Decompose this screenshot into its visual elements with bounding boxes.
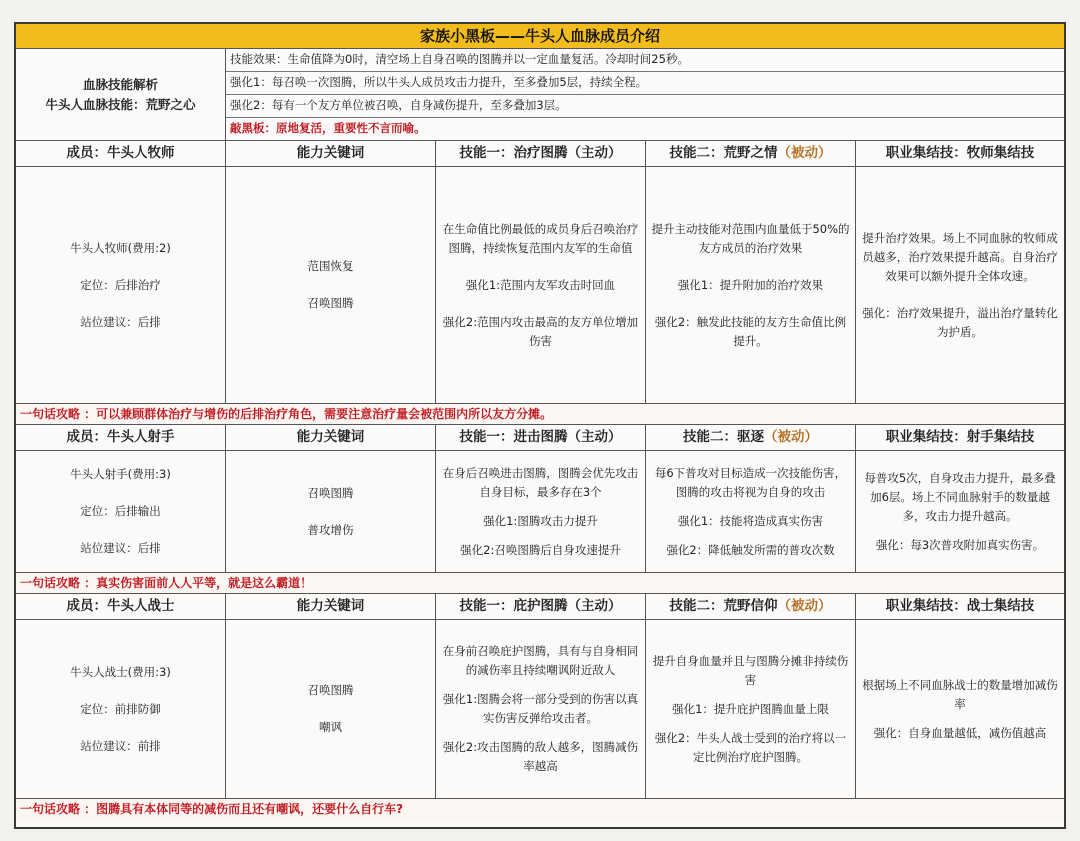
skill2-cell (646, 620, 856, 798)
member-header: 成员：牛头人牧师 (16, 141, 226, 166)
combo-enhance: 强化：自身血量越低，减伤值越高 (873, 725, 1047, 740)
keywords-header: 能力关键词 (226, 594, 436, 619)
member-name: 牛头人射手(费用:3) (70, 467, 171, 481)
member-name: 牛头人牧师(费用:2) (70, 240, 171, 255)
keyword: 范围恢复 (307, 259, 354, 273)
archer-tip: 一句话攻略 ：真实伤害面前人人平等，就是这么霸道！ (16, 573, 1064, 594)
skill2-enhance1: 强化1：提升庇护图腾血量上限 (672, 701, 829, 716)
skill2-header-name: 技能二：荒野之情 (669, 145, 778, 161)
keyword: 召唤图腾 (307, 683, 354, 697)
skill1-desc: 在生命值比例最低的成员身后召唤治疗图腾，持续恢复范围内友军的生命值 (442, 221, 639, 255)
skill2-header-name: 技能二：荒野信仰 (669, 598, 778, 614)
bloodline-skill-details (226, 49, 1064, 140)
archer-body-row (16, 451, 1064, 573)
skill2-header (646, 425, 856, 450)
skill1-enhance2: 强化2:召唤图腾后自身攻速提升 (460, 542, 621, 557)
skill1-desc: 在身后召唤进击图腾，图腾会优先攻击自身目标，最多存在3个 (442, 465, 639, 499)
bloodline-skill-intro (16, 49, 1064, 141)
combo-cell (856, 167, 1064, 403)
bloodline-skill-label (16, 49, 226, 140)
warrior-tip: 一句话攻略 ：图腾具有本体同等的减伤而且还有嘲讽，还要什么自行车? (16, 799, 1064, 819)
combo-enhance: 强化：每3次普攻附加真实伤害。 (875, 537, 1045, 552)
combo-cell (856, 620, 1064, 798)
info-board (14, 22, 1066, 829)
skill2-cell (646, 451, 856, 572)
keyword: 召唤图腾 (307, 485, 354, 500)
combo-header: 职业集结技：射手集结技 (885, 429, 1035, 445)
skill1-header: 技能一：治疗图腾（主动） (436, 141, 646, 166)
priest-body-row (16, 167, 1064, 404)
passive-tag: （被动） (777, 145, 832, 161)
member-role: 定位：后排治疗 (80, 277, 161, 292)
enhance2-line: 强化2：每有一个友方单位被召唤，自身减伤提升，至多叠加3层。 (226, 95, 1064, 118)
priest-header-row (16, 141, 1064, 167)
skill2-desc: 每6下普攻对目标造成一次技能伤害，图腾的攻击将视为自身的攻击 (654, 465, 847, 499)
member-info (16, 167, 226, 403)
member-info (16, 451, 226, 572)
keyword: 召唤图腾 (307, 296, 354, 310)
board-title: 家族小黑板——牛头人血脉成员介绍 (16, 24, 1064, 49)
member-header: 成员：牛头人战士 (16, 594, 226, 619)
member-position: 站位建议：后排 (80, 314, 161, 329)
key-note-line: 敲黑板：原地复活，重要性不言而喻。 (230, 121, 426, 135)
skill1-header: 技能一：进击图腾（主动） (436, 425, 646, 450)
combo-header: 职业集结技：牧师集结技 (885, 145, 1035, 161)
skill2-header-name: 技能二：驱逐 (683, 429, 764, 445)
skill2-enhance1: 强化1：提升附加的治疗效果 (677, 277, 824, 292)
skill1-enhance1: 强化1:图腾会将一部分受到的伤害以真实伤害反弹给攻击者。 (442, 692, 639, 725)
combo-desc: 每普攻5次，自身攻击力提升，最多叠加6层。场上不同血脉射手的数量越多，攻击力提升越高。 (864, 470, 1056, 523)
skill1-enhance2: 强化2:攻击图腾的敌人越多，图腾减伤率越高 (442, 740, 639, 773)
passive-tag: （被动） (777, 598, 832, 614)
skill2-cell (646, 167, 856, 403)
combo-desc: 提升治疗效果。场上不同血脉的牧师成员越多，治疗效果提升越高。自身治疗效果可以额外提升全体攻速。 (862, 230, 1058, 283)
skill1-desc: 在身前召唤庇护图腾，具有与自身相同的减伤率且持续嘲讽附近敌人 (442, 644, 639, 677)
bloodline-skill-name: 牛头人血脉技能：荒野之心 (45, 96, 196, 112)
skill1-cell (436, 451, 646, 572)
keywords-header: 能力关键词 (226, 141, 436, 166)
skill2-header (646, 594, 856, 619)
warrior-header-row (16, 594, 1064, 620)
priest-tip: 一句话攻略 ：可以兼顾群体治疗与增伤的后排治疗角色，需要注意治疗量会被范围内所以友方分摊。 (16, 404, 1064, 425)
skill1-header: 技能一：庇护图腾（主动） (436, 594, 646, 619)
keyword: 嘲讽 (319, 720, 342, 734)
passive-tag: （被动） (764, 429, 818, 445)
skill1-enhance1: 强化1:图腾攻击力提升 (483, 513, 598, 528)
skill-effect-line: 技能效果：生命值降为0时，清空场上自身召唤的图腾并以一定血量复活。冷却时间25秒。 (226, 49, 1064, 72)
skill1-enhance1: 强化1:范围内友军攻击时回血 (465, 277, 616, 292)
skill2-enhance2: 强化2：触发此技能的友方生命值比例提升。 (654, 314, 847, 348)
combo-cell (856, 451, 1064, 572)
combo-desc: 根据场上不同血脉战士的数量增加减伤率 (862, 677, 1058, 711)
member-info (16, 620, 226, 798)
keywords-cell (226, 451, 436, 572)
skill2-enhance2: 强化2：牛头人战士受到的治疗将以一定比例治疗庇护图腾。 (654, 730, 847, 764)
member-position: 站位建议：后排 (80, 541, 161, 555)
member-position: 站位建议：前排 (80, 738, 161, 753)
keyword: 普攻增伤 (307, 522, 354, 537)
skill2-enhance1: 强化1：技能将造成真实伤害 (677, 513, 824, 528)
skill1-enhance2: 强化2:范围内攻击最高的友方单位增加伤害 (442, 314, 639, 348)
combo-enhance: 强化：治疗效果提升，溢出治疗量转化为护盾。 (862, 305, 1058, 339)
combo-header: 职业集结技：战士集结技 (885, 598, 1035, 614)
member-name: 牛头人战士(费用:3) (70, 664, 171, 679)
keywords-cell (226, 167, 436, 403)
warrior-body-row (16, 620, 1064, 799)
skill2-enhance2: 强化2：降低触发所需的普攻次数 (666, 542, 835, 557)
archer-header-row (16, 425, 1064, 451)
skill1-cell (436, 167, 646, 403)
member-role: 定位：前排防御 (80, 701, 161, 716)
skill2-desc: 提升主动技能对范围内血量低于50%的友方成员的治疗效果 (651, 221, 850, 255)
skill1-cell (436, 620, 646, 798)
skill2-desc: 提升自身血量并且与图腾分摊非持续伤害 (652, 653, 849, 687)
enhance1-line: 强化1：每召唤一次图腾，所以牛头人成员攻击力提升，至多叠加5层，持续全程。 (226, 72, 1064, 95)
skill2-header (646, 141, 856, 166)
keywords-cell (226, 620, 436, 798)
member-header: 成员：牛头人射手 (16, 425, 226, 450)
bloodline-skill-heading: 血脉技能解析 (82, 76, 158, 92)
keywords-header: 能力关键词 (226, 425, 436, 450)
member-role: 定位：后排输出 (80, 504, 161, 518)
